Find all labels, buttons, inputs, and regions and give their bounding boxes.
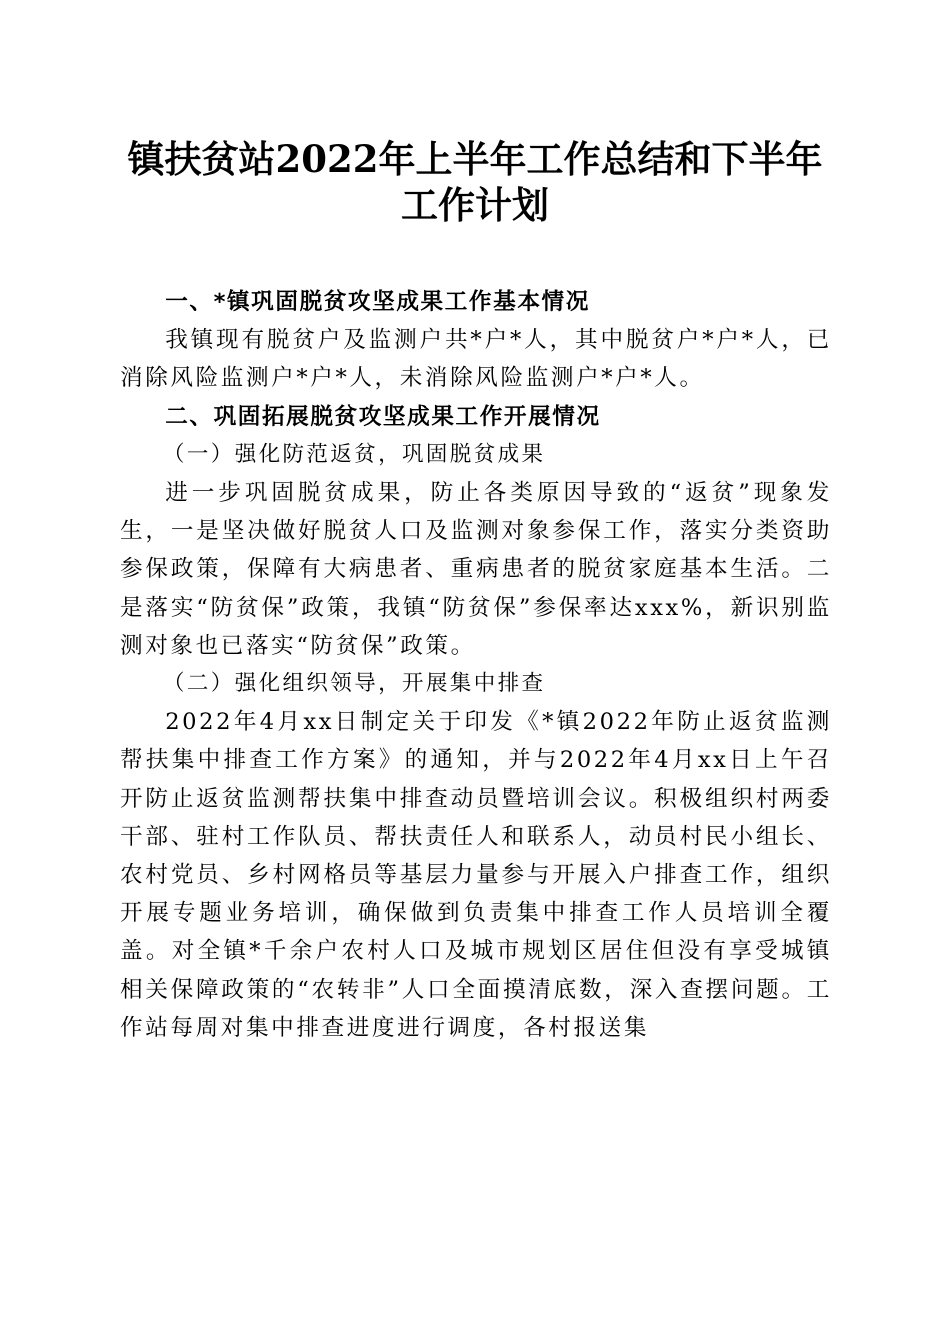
document-body (120, 283, 832, 1047)
subsection-heading-2: （二）强化组织领导，开展集中排查 (163, 671, 546, 697)
subsection-1-paragraph-1: 进一步巩固脱贫成果，防止各类原因导致的“返贫”现象发生，一是坚决做好脱贫人口及监测对象参保工作，落实分类资助参保政策，保障有大病患者、重病患者的脱贫家庭基本生活。二是落实“防贫保”政策，我镇“防贫保”参保率达xxx%，新识别监测对象也已落实“防贫保”政策。 (120, 480, 832, 659)
section-1-paragraph-1: 我镇现有脱贫户及监测户共*户*人，其中脱贫户*户*人，已消除风险监测户*户*人，未消除风险监测户*户*人。 (120, 327, 832, 392)
section-heading-1: 一、*镇巩固脱贫攻坚成果工作基本情况 (165, 289, 590, 315)
section-heading-2: 二、巩固拓展脱贫攻坚成果工作开展情况 (165, 403, 601, 430)
subsection-2-paragraph-1: 2022年4月xx日制定关于印发《*镇2022年防止返贫监测帮扶集中排查工作方案》的通知，并与2022年4月xx日上午召开防止返贫监测帮扶集中排查动员暨培训会议。积极组织村两委干部、驻村工作队员、帮扶责任人和联系人，动员村民小组长、农村党员、乡村网格员等基层力量参与开展入户排查工作，组织开展专题业务培训，确保做到负责集中排查工作人员培训全覆盖。对全镇*千余户农村人口及城市规划区居住但没有享受城镇相关保障政策的“农转非”人口全面摸清底数，深入查摆问题。工作站每周对集中排查进度进行调度，各村报送集 (120, 709, 832, 1041)
document-title: 镇扶贫站2022年上半年工作总结和下半年工作计划 (127, 137, 823, 227)
subsection-heading-1: （一）强化防范返贫，巩固脱贫成果 (163, 441, 546, 467)
